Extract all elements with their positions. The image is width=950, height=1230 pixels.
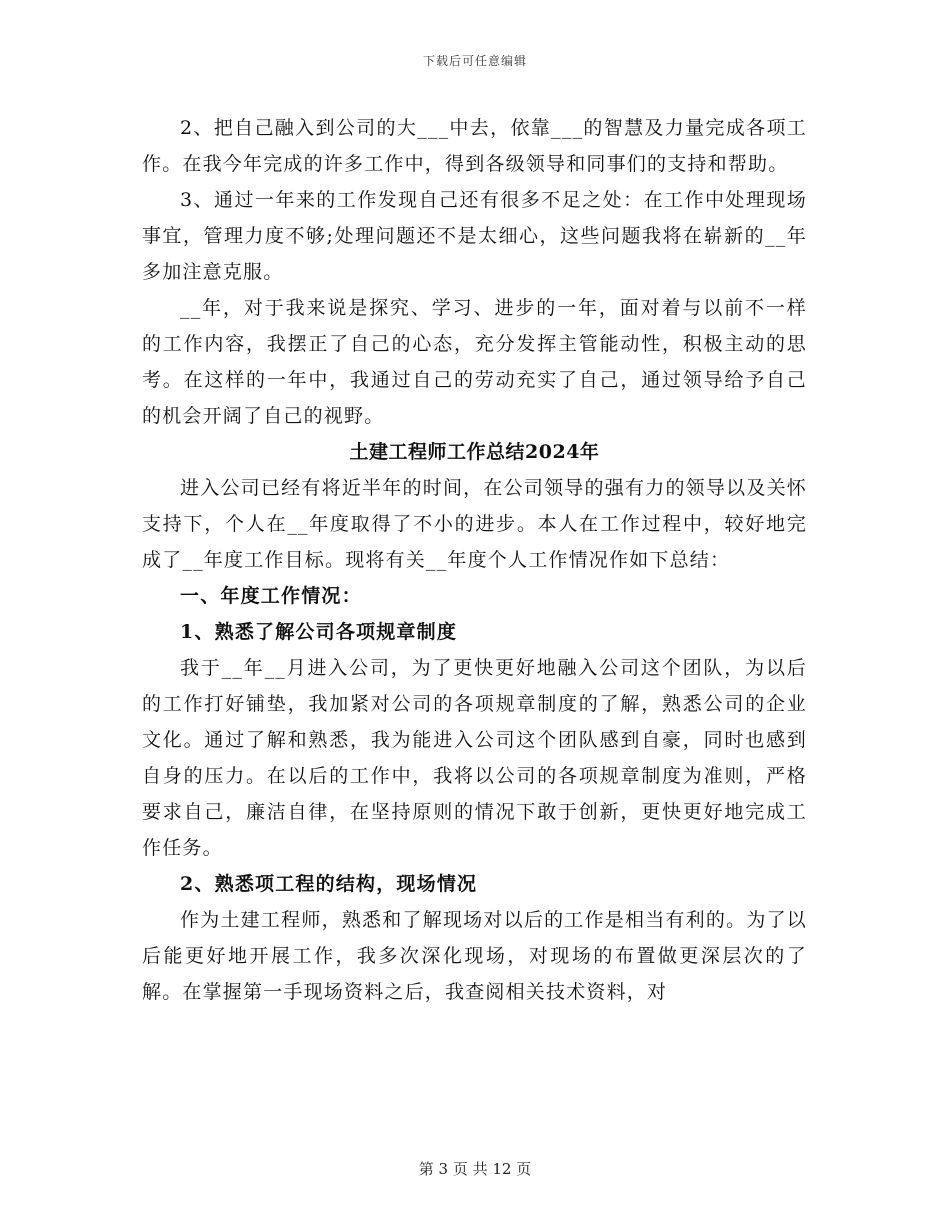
subheading-structure: 2、熟悉项工程的结构，现场情况	[180, 873, 478, 895]
page-footer: 第 3 页 共 12 页	[418, 1160, 532, 1178]
paragraph-item-3: 3、通过一年来的工作发现自己还有很多不足之处：在工作中处理现场事宜，管理力度不够;处理问题还不是太细心，这些问题我将在崭新的__年多加注意克服。	[142, 189, 807, 283]
paragraph-year-reflection: __年，对于我来说是探究、学习、进步的一年，面对着与以前不一样的工作内容，我摆正了自己的心态，充分发挥主管能动性，积极主动的思考。在这样的一年中，我通过自己的劳动充实了自己，通过领导给予自己的机会开阔了自己的视野。	[142, 297, 807, 427]
page-header: 下载后可任意编辑	[422, 54, 527, 68]
paragraph-structure: 作为土建工程师，熟悉和了解现场对以后的工作是相当有利的。为了以后能更好地开展工作，我多次深化现场，对现场的布置做更深层次的了解。在掌握第一手现场资料之后，我查阅相关技术资料，对	[142, 909, 807, 1003]
intro-paragraph: 进入公司已经有将近半年的时间，在公司领导的强有力的领导以及关怀支持下，个人在__年度取得了不小的进步。本人在工作过程中，较好地完成了__年度工作目标。现将有关__年度个人工作情况作如下总结：	[142, 477, 807, 571]
document-body	[142, 110, 807, 1010]
subheading-rules: 1、熟悉了解公司各项规章制度	[180, 621, 458, 643]
paragraph-rules: 我于__年__月进入公司，为了更快更好地融入公司这个团队，为以后的工作打好铺垫，我加紧对公司的各项规章制度的了解，熟悉公司的企业文化。通过了解和熟悉，我为能进入公司这个团队感到自豪，同时也感到自身的压力。在以后的工作中，我将以公司的各项规章制度为准则，严格要求自己，廉洁自律，在坚持原则的情况下敢于创新，更快更好地完成工作任务。	[142, 657, 807, 859]
section-title: 土建工程师工作总结2024年	[349, 441, 600, 463]
heading-annual-work: 一、年度工作情况：	[180, 585, 362, 607]
paragraph-item-2: 2、把自己融入到公司的大___中去，依靠___的智慧及力量完成各项工作。在我今年完成的许多工作中，得到各级领导和同事们的支持和帮助。	[142, 117, 807, 175]
